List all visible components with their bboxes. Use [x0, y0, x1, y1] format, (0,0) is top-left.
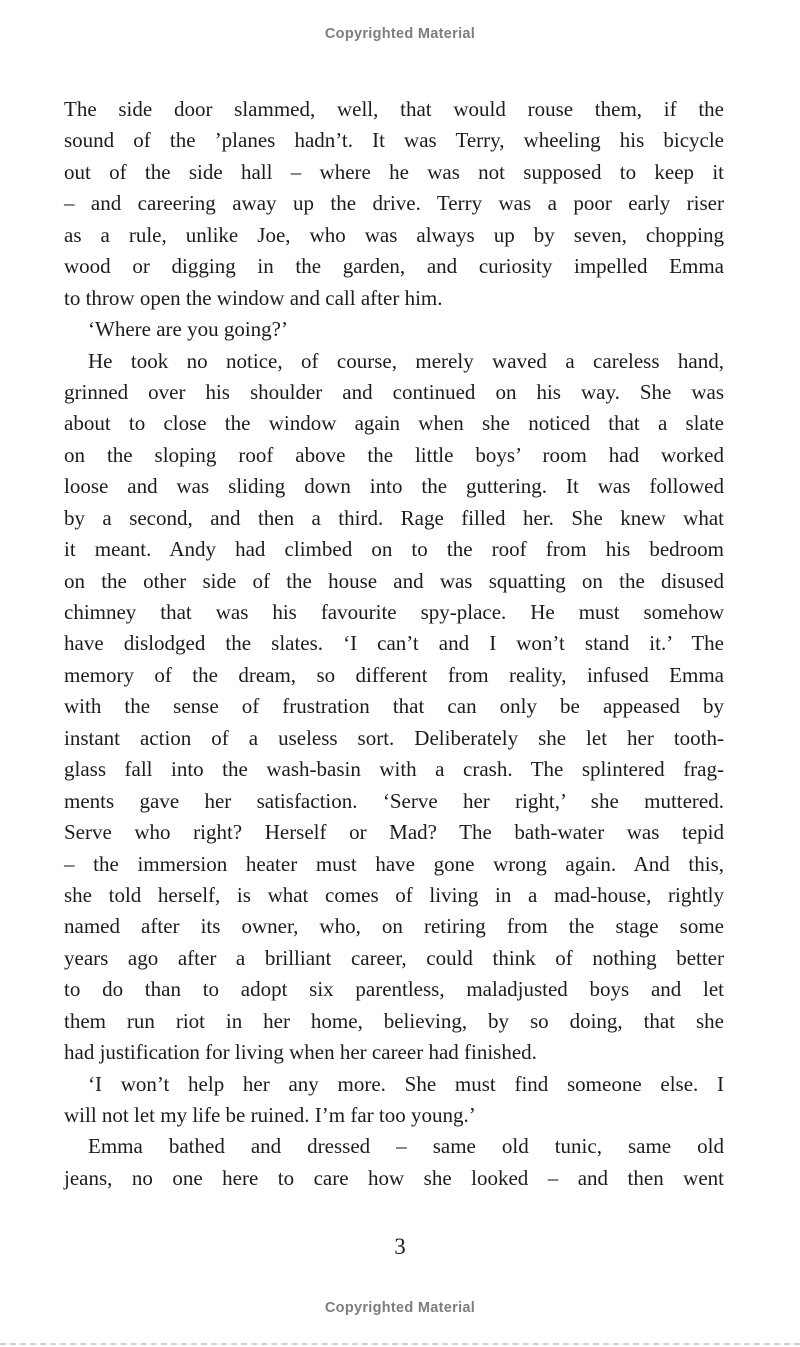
page-number: 3 — [394, 1234, 406, 1259]
text-line: sound of the ’planes hadn’t. It was Terry, wheeling his bicycle — [64, 128, 724, 153]
text-line: – and careering away up the drive. Terry was a poor early riser — [64, 191, 724, 216]
text-line: – the immersion heater must have gone wrong again. And this, — [64, 851, 724, 876]
text-line: grinned over his shoulder and continued on his way. She was — [64, 379, 724, 404]
body-text — [64, 94, 724, 1194]
text-line: on the sloping roof above the little boys’ room had worked — [64, 442, 724, 467]
text-line: with the sense of frustration that can only be appeased by — [64, 694, 724, 719]
text-line: it meant. Andy had climbed on to the roof from his bedroom — [64, 537, 724, 562]
copyright-notice-top: Copyrighted Material — [324, 26, 476, 42]
text-line: He took no notice, of course, merely waved a careless hand, — [88, 348, 724, 373]
text-line: ‘Where are you going?’ — [88, 317, 288, 342]
text-line: Serve who right? Herself or Mad? The bath-water was tepid — [64, 820, 724, 845]
text-line: to do than to adopt six parentless, maladjusted boys and let — [64, 977, 724, 1002]
text-line: instant action of a useless sort. Deliberately she let her tooth- — [64, 725, 724, 750]
text-line: jeans, no one here to care how she looked – and then went — [64, 1165, 724, 1190]
text-line: by a second, and then a third. Rage filled her. She knew what — [64, 505, 724, 530]
text-line: The side door slammed, well, that would rouse them, if the — [64, 97, 724, 121]
text-line: ‘I won’t help her any more. She must find someone else. I — [88, 1071, 724, 1096]
page-edge-dashed-line — [0, 1343, 800, 1345]
text-line: years ago after a brilliant career, could think of nothing better — [64, 945, 724, 970]
text-line: Emma bathed and dressed – same old tunic, same old — [88, 1134, 724, 1159]
text-line: about to close the window again when she noticed that a slate — [64, 411, 724, 436]
text-line: glass fall into the wash-basin with a crash. The splintered frag- — [64, 757, 724, 782]
text-line: have dislodged the slates. ‘I can’t and I won’t stand it.’ The — [64, 631, 724, 656]
text-line: had justification for living when her career had finished. — [64, 1040, 537, 1065]
text-line: named after its owner, who, on retiring from the stage some — [64, 914, 724, 939]
text-line: them run riot in her home, believing, by so doing, that she — [64, 1008, 724, 1033]
text-line: loose and was sliding down into the guttering. It was followed — [64, 474, 724, 499]
text-line: chimney that was his favourite spy-place. He must somehow — [64, 600, 724, 624]
text-line: she told herself, is what comes of living in a mad-house, rightly — [64, 882, 724, 907]
text-line: memory of the dream, so different from reality, infused Emma — [64, 662, 724, 687]
text-line: ments gave her satisfaction. ‘Serve her right,’ she muttered. — [64, 788, 724, 813]
text-line: to throw open the window and call after him. — [64, 285, 443, 310]
copyright-notice-bottom: Copyrighted Material — [324, 1300, 476, 1316]
text-line: on the other side of the house and was squatting on the disused — [64, 568, 724, 593]
text-line: out of the side hall – where he was not supposed to keep it — [64, 159, 724, 184]
text-line: will not let my life be ruined. I’m far too young.’ — [64, 1103, 476, 1127]
text-line: as a rule, unlike Joe, who was always up by seven, chopping — [64, 222, 724, 247]
text-line: wood or digging in the garden, and curiosity impelled Emma — [64, 254, 724, 279]
